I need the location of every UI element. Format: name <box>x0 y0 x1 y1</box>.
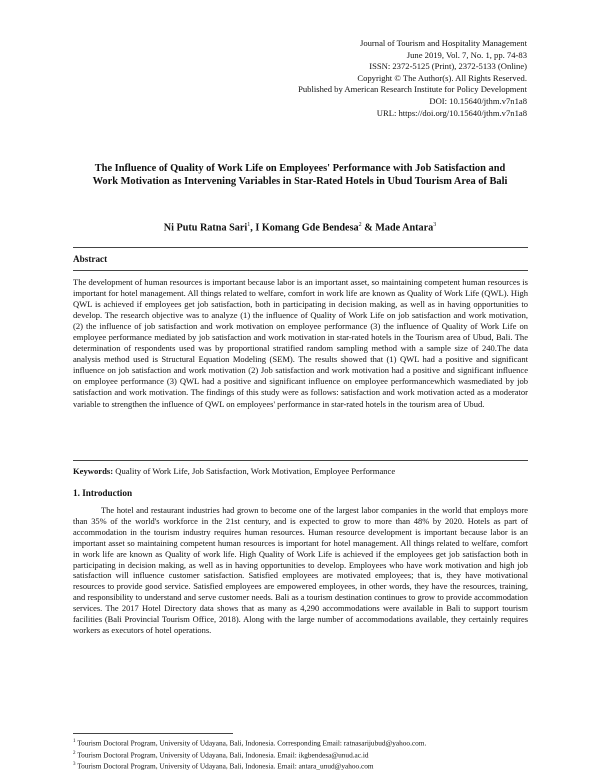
journal-publisher: Published by American Research Institute for Policy Development <box>298 84 527 95</box>
author-footnote-mark: 1 <box>247 222 251 228</box>
footnote-item <box>73 737 426 749</box>
footnote-text: Tourism Doctoral Program, University of Udayana, Bali, Indonesia. Email: antara_unud@yahoo.com <box>75 761 374 771</box>
author-name: I Komang Gde Bendesa <box>255 222 359 234</box>
author-separator: , <box>250 222 256 234</box>
introduction-body: The hotel and restaurant industries had grown to become one of the largest labor companies in the world that employs more than 35% of the world's workforce in the 21st century, and is expected to grow to more than 48% by 2020. Hotels as part of accommodation in the tourism industry requires human resources. Human resource development is important because labor is an important asset so maintaining competent human resources is important for hotel management. All things related to welfare, comfort in work life are known as Quality of work life. High Quality of Work Life is achieved if the employees get job satisfaction both in participating in decision making, as well as in having opportunities to develop. Employees who have work motivation and high job satisfaction will influence customer satisfaction. Satisfied employees are motivated employees; that is, they have motivational resources to provide good service. Satisfied employees are empowered employees, in other words, they have the resources, training, and responsibility to understand and serve customer needs. Bali as a tourism destination continues to grow to provide accommodation services. The 2017 Hotel Directory data shows that as many as 4,290 accommodations were available in Bali to support tourism facilities (Bali Provincial Tourism Office, 2018). Along with the large number of accommodations available, they certainly requires workers as executors of hotel operations. <box>73 505 528 635</box>
abstract-heading-rule <box>73 270 528 271</box>
keywords-line <box>73 466 528 476</box>
footnote-mark: 2 <box>73 750 76 756</box>
author-separator: & <box>361 222 376 234</box>
journal-name: Journal of Tourism and Hospitality Management <box>359 38 527 48</box>
footnote-mark: 3 <box>73 762 76 768</box>
journal-issn: ISSN: 2372-5125 (Print), 2372-5133 (Online) <box>369 61 527 72</box>
journal-url[interactable]: URL: https://doi.org/10.15640/jthm.v7n1a8 <box>376 107 527 118</box>
journal-issue: June 2019, Vol. 7, No. 1, pp. 74-83 <box>406 49 527 60</box>
author-footnote-mark: 3 <box>433 222 437 228</box>
abstract-body: The development of human resources is important because labor is an important asset, so maintaining competent human resources is important for hotel management. All things related to welfare, comfort in work life are known as Quality of Work Life (QWL). High QWL is achieved if employees get job satisfaction, both in participating in decision making, as well as in having opportunities to develop. The research objective was to analyze (1) the influence of Quality of Work Life on job satisfaction and work motivation, (2) the influence of job satisfaction and work motivation on employee performance (3) the influence of Quality of Work Life on employee performance mediated by job satisfaction and work motivation in star-rated hotels in the Tourism area of Ubud, Bali. The determination of respondents used was by proportional stratified random sampling method with a sample size of 240.The data analysis method used is Structural Equation Modeling (SEM). The results showed that (1) QWL had a positive and significant influence on job satisfaction and work motivation (2) Job satisfaction and work motivation had a positive and significant influence on employee performance (3) QWL had a positive and significant influence on employee performancewhich wasmediated by job satisfaction and work motivation. The findings of this study were as follows: satisfaction and work motivation acted as a moderator variable to strengthen the influence of QWL on employees' performance in star-rated hotels in the tourism area of Ubud. <box>73 277 528 409</box>
footnote-rule <box>73 733 233 734</box>
footnote-text: Tourism Doctoral Program, University of Udayana, Bali, Indonesia. Corresponding Email: ratnasarijubud@yahoo.com. <box>75 738 427 748</box>
abstract-top-rule <box>73 247 528 248</box>
abstract-heading: Abstract <box>73 254 108 264</box>
footnote-item <box>73 760 426 772</box>
section-heading-introduction: 1. Introduction <box>73 488 133 498</box>
journal-doi[interactable]: DOI: 10.15640/jthm.v7n1a8 <box>429 95 527 106</box>
footnotes <box>73 737 426 772</box>
abstract-bottom-rule <box>73 460 528 461</box>
journal-header <box>298 38 527 119</box>
author-name: Made Antara <box>375 222 434 234</box>
journal-copyright: Copyright © The Author(s). All Rights Reserved. <box>357 72 527 83</box>
footnote-item <box>73 749 426 761</box>
keywords-list: Quality of Work Life, Job Satisfaction, Work Motivation, Employee Performance <box>113 466 396 476</box>
footnote-mark: 1 <box>73 739 76 744</box>
keywords-label: Keywords: <box>73 466 114 476</box>
paper-title: The Influence of Quality of Work Life on Employees' Performance with Job Satisfaction and Work Motivation as Intervening Variables in Star-Rated Hotels in Ubud Tourism Area of Bali <box>92 163 508 187</box>
author-footnote-mark: 2 <box>358 222 362 228</box>
author-list <box>0 222 600 233</box>
author-name: Ni Putu Ratna Sari <box>163 222 248 234</box>
footnote-text: Tourism Doctoral Program, University of Udayana, Bali, Indonesia. Email: ikgbendesa@unud.ac.id <box>75 750 369 760</box>
